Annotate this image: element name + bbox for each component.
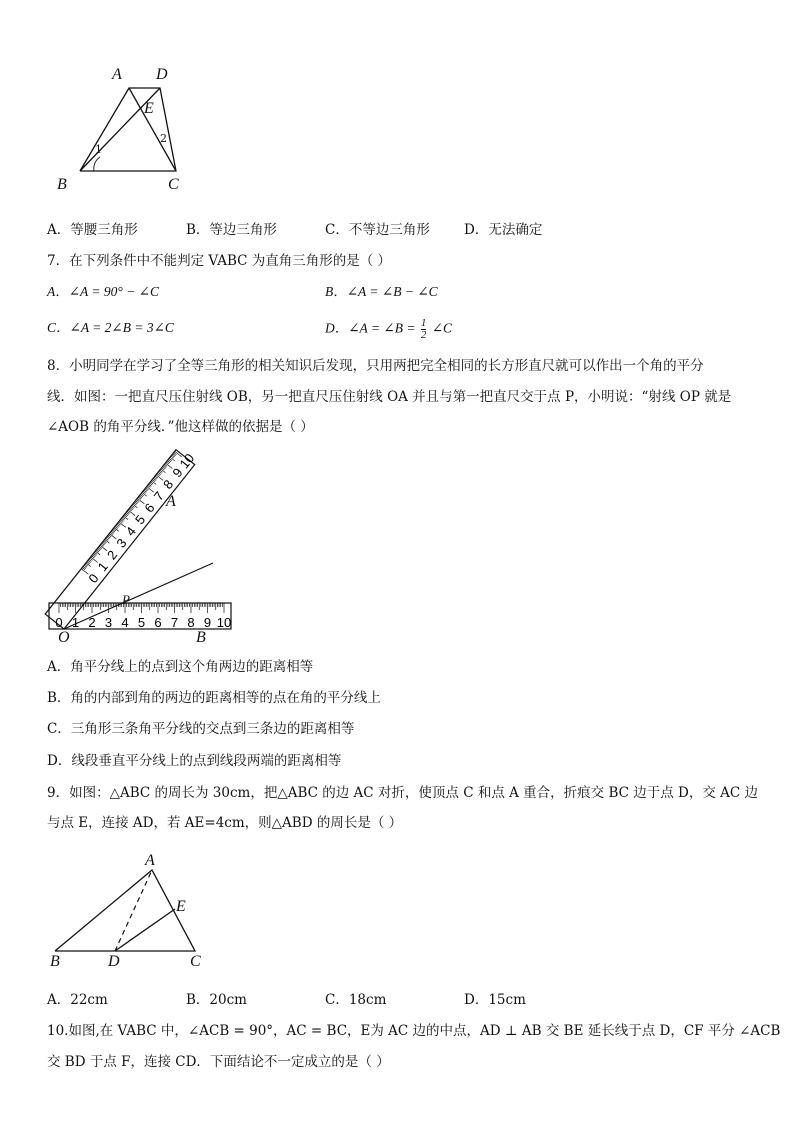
angle-2-label: 2: [160, 132, 167, 145]
label-P: P: [122, 592, 130, 607]
bottom-ruler-number: 3: [104, 615, 113, 630]
angle-1-label: 1: [95, 143, 102, 156]
slant-ruler-number: 4: [122, 523, 139, 539]
slant-ruler-number: 9: [169, 465, 186, 481]
slant-ruler-number: 10: [176, 450, 198, 472]
ruler-tick: [170, 457, 175, 461]
q9-option-a: A．22cm: [47, 992, 108, 1008]
label-C: C: [168, 176, 179, 193]
bottom-ruler-number: 6: [154, 615, 162, 630]
bottom-ruler-number: 7: [170, 615, 179, 630]
figure-q8-svg: [40, 430, 260, 645]
q7-option-d-tail: ∠C: [431, 320, 453, 336]
ruler-tick: [142, 492, 147, 496]
label-D: D: [156, 66, 168, 83]
fraction-denominator: 2: [420, 329, 427, 341]
ruler-tick: [133, 504, 138, 508]
label-A: A: [166, 493, 176, 510]
ruler-tick: [114, 528, 119, 532]
bottom-ruler-number: 9: [203, 615, 212, 630]
label-A: A: [112, 66, 122, 83]
label-B: B: [57, 176, 67, 193]
bottom-ruler-number: 5: [137, 615, 146, 630]
label-E: E: [176, 898, 186, 915]
slant-ruler-number: 2: [104, 547, 121, 563]
q8-stem-line-3: ∠AOB 的角平分线．”他这样做的依据是（ ）: [47, 419, 314, 435]
bottom-ruler-number: 1: [71, 615, 80, 630]
bottom-ruler-number: 10: [216, 615, 232, 630]
label-A: A: [145, 852, 155, 869]
q9-option-b: B．20cm: [186, 992, 247, 1008]
q7-option-b: B．∠A = ∠B − ∠C: [325, 284, 438, 299]
q8-stem-line-1: 8．小明同学在学习了全等三角形的相关知识后发现，只用两把完全相同的长方形直尺就可以作出一个角的平分: [47, 358, 704, 374]
q6-option-a: A．等腰三角形: [47, 222, 138, 238]
q9-stem-line-2: 与点 E，连接 AD，若 AE=4cm，则△ABD 的周长是（ ）: [47, 815, 403, 831]
ruler-tick: [105, 539, 110, 543]
q7-option-d-text: D．∠A = ∠B =: [325, 320, 419, 336]
ruler-tick: [86, 563, 91, 567]
ruler-tick: [161, 469, 166, 473]
figure-q9: [40, 848, 220, 973]
q10-stem-line-2: 交 BD 于点 F，连接 CD．下面结论不一定成立的是（ ）: [47, 1054, 390, 1070]
q8-option-d: D．线段垂直平分线上的点到线段两端的距离相等: [47, 753, 342, 769]
q7-option-a: A．∠A = 90° − ∠C: [47, 284, 159, 299]
slant-ruler-number: 3: [113, 535, 130, 551]
slant-ruler-number: 8: [160, 476, 177, 492]
ruler-tick: [151, 481, 156, 485]
q7-option-c: C．∠A = 2∠B = 3∠C: [47, 320, 174, 335]
ruler-tick: [123, 516, 128, 520]
q6-option-c: C．不等边三角形: [325, 222, 430, 238]
slant-ruler-number: 6: [141, 500, 158, 516]
bottom-ruler-number: 0: [55, 615, 63, 630]
slant-ruler-number: 5: [132, 512, 149, 528]
q6-option-d: D．无法确定: [464, 222, 543, 238]
fraction-numerator: 1: [420, 317, 427, 329]
slant-ruler-number: 7: [150, 488, 167, 504]
q8-option-a: A．角平分线上的点到这个角两边的距离相等: [47, 659, 314, 675]
q7-option-d-fraction: [421, 318, 427, 341]
label-C: C: [190, 953, 201, 970]
slant-ruler-number: 1: [94, 559, 111, 575]
q6-option-b: B．等边三角形: [186, 222, 277, 238]
bottom-ruler-number: 2: [88, 615, 96, 630]
figure-q8: [40, 430, 260, 645]
label-D: D: [108, 953, 120, 970]
ruler-tick: [95, 551, 100, 555]
q9-stem-line-1: 9．如图：△ABC 的周长为 30cm，把△ABC 的边 AC 对折，使顶点 C 和点 A 重合，折痕交 BC 边于点 D，交 AC 边: [47, 785, 759, 801]
q10-stem-line-1: 10.如图,在 VABC 中，∠ACB = 90°，AC = BC，E为 AC 边的中点，AD ⊥ AB 交 BE 延长线于点 D，CF 平分 ∠ACB: [47, 1023, 781, 1039]
label-E: E: [144, 100, 154, 117]
label-B: B: [196, 629, 206, 646]
q8-option-b: B．角的内部到角的两边的距离相等的点在角的平分线上: [47, 690, 381, 706]
bottom-ruler-number: 4: [121, 615, 129, 630]
slant-ruler-number: 0: [85, 570, 102, 586]
label-O: O: [58, 629, 70, 646]
bottom-ruler-number: 8: [187, 615, 195, 630]
q7-stem: 7．在下列条件中不能判定 VABC 为直角三角形的是（ ）: [47, 253, 392, 269]
q9-option-d: D．15cm: [464, 992, 526, 1008]
q7-option-d: [325, 318, 452, 341]
q8-option-c: C．三角形三条角平分线的交点到三条边的距离相等: [47, 721, 355, 737]
figure-q6: [40, 60, 210, 200]
q8-stem-line-2: 线．如图：一把直尺压住射线 OB，另一把直尺压住射线 OA 并且与第一把直尺交于点 P，小明说：“射线 OP 就是: [47, 389, 732, 405]
label-B: B: [50, 953, 60, 970]
q9-option-c: C．18cm: [325, 992, 387, 1008]
